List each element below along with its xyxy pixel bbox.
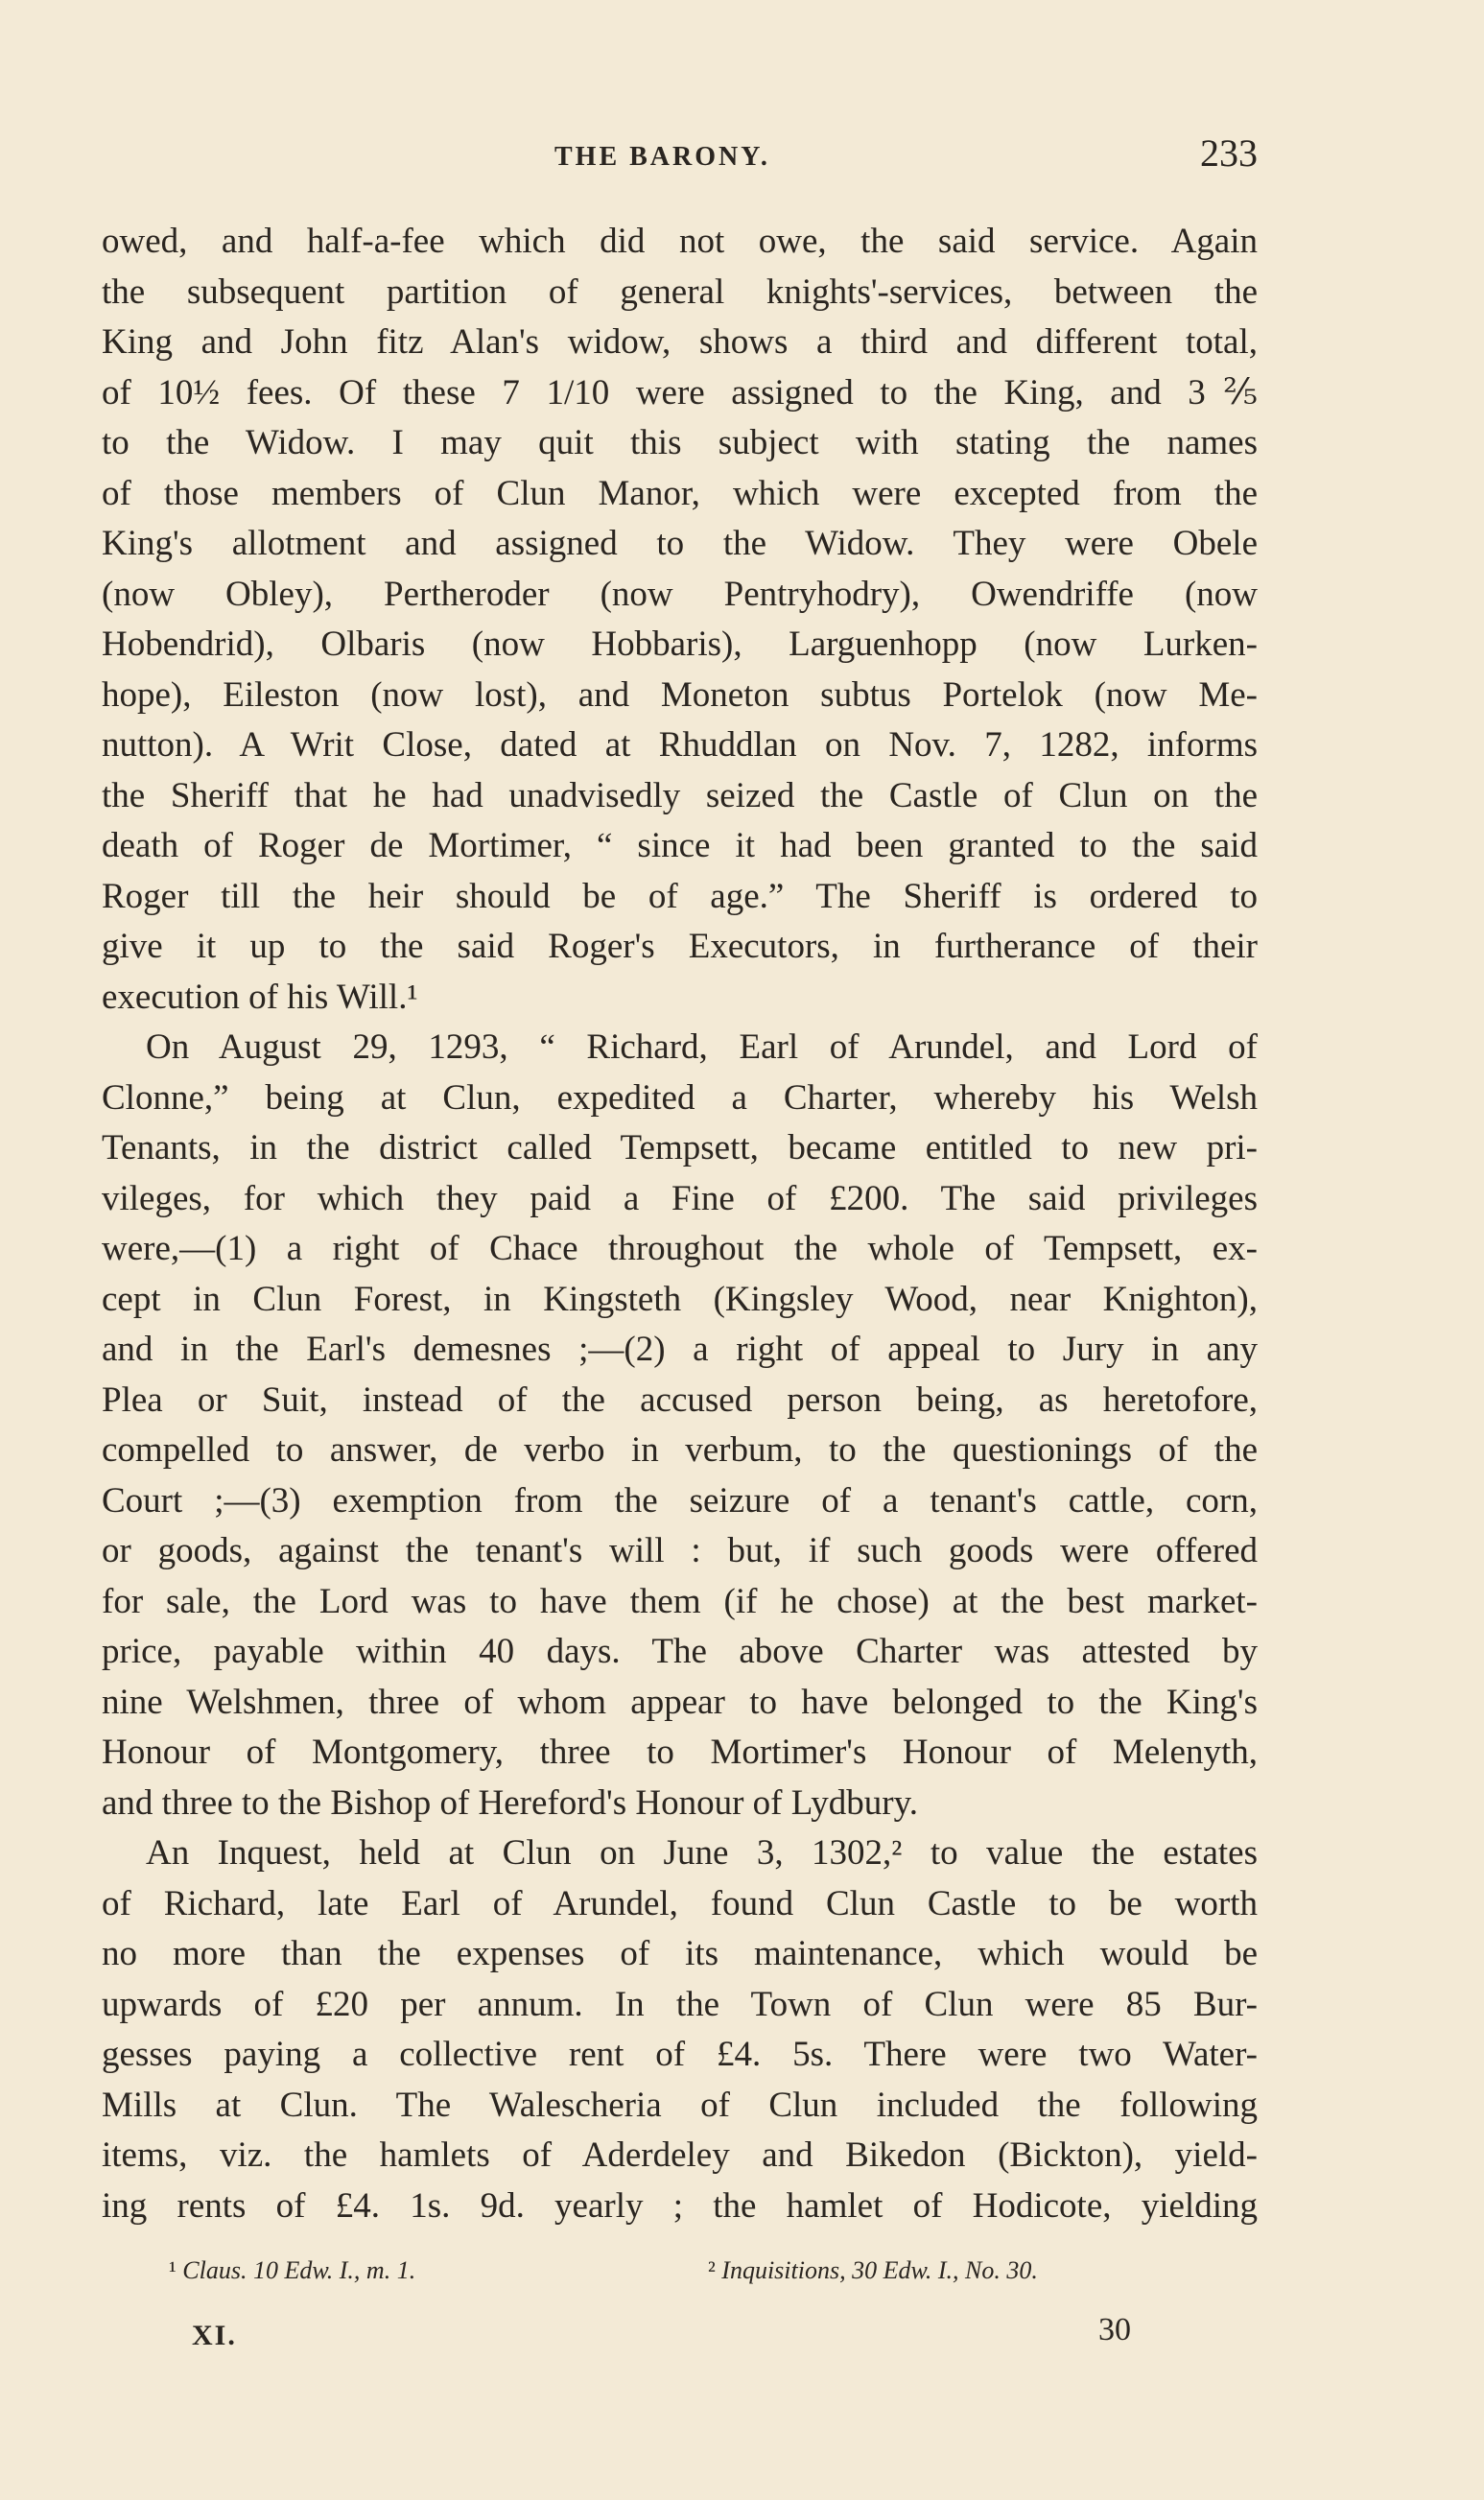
text-line: cept in Clun Forest, in Kingsteth (Kingsley Wood, near Knighton), bbox=[102, 1279, 1258, 1319]
text-line: of Richard, late Earl of Arundel, found Clun Castle to be worth bbox=[102, 1883, 1258, 1923]
text-line: vileges, for which they paid a Fine of £200. The said privileges bbox=[102, 1178, 1258, 1218]
volume-mark: XI. bbox=[192, 2320, 237, 2351]
footnote-marker: ² bbox=[708, 2256, 716, 2284]
text-line: Roger till the heir should be of age.” The Sheriff is ordered to bbox=[102, 876, 1258, 916]
text-line: and in the Earl's demesnes ;—(2) a right of appeal to Jury in any bbox=[102, 1330, 1258, 1369]
running-head: THE BARONY. bbox=[554, 142, 770, 172]
text-line: items, viz. the hamlets of Aderdeley and Bikedon (Bickton), yield- bbox=[102, 2135, 1258, 2175]
text-line: (now Obley), Pertheroder (now Pentryhodry), Owendriffe (now bbox=[102, 574, 1258, 614]
text-line: Honour of Montgomery, three to Mortimer's Honour of Melenyth, bbox=[102, 1733, 1258, 1772]
text-line: owed, and half-a-fee which did not owe, the said service. Again bbox=[102, 222, 1258, 261]
paragraph-1 bbox=[102, 217, 1258, 1023]
text-line: and three to the Bishop of Hereford's Honour of Lydbury. bbox=[102, 1782, 918, 1823]
text-line: execution of his Will.¹ bbox=[102, 977, 418, 1017]
printer-signature bbox=[192, 2310, 1151, 2358]
footnote-2 bbox=[708, 2256, 1038, 2285]
text-line: death of Roger de Mortimer, “ since it had been granted to the said bbox=[102, 826, 1258, 865]
text-line: An Inquest, held at Clun on June 3, 1302,² to value the estates bbox=[146, 1833, 1258, 1873]
text-line: of 10½ fees. Of these 7 1/10 were assigned to the King, and 3⅖ bbox=[102, 372, 1258, 413]
text-line: of those members of Clun Manor, which were excepted from the bbox=[102, 473, 1258, 513]
text-line: Court ;—(3) exemption from the seizure of a tenant's cattle, corn, bbox=[102, 1480, 1258, 1521]
footnote-text: Inquisitions, 30 Edw. I., No. 30. bbox=[721, 2256, 1038, 2284]
footnote-1 bbox=[169, 2256, 415, 2285]
text-line: no more than the expenses of its maintenance, which would be bbox=[102, 1934, 1258, 1973]
text-line: compelled to answer, de verbo in verbum, to the questionings of the bbox=[102, 1430, 1258, 1470]
text-line: nine Welshmen, three of whom appear to have belonged to the King's bbox=[102, 1682, 1258, 1722]
text-line: the subsequent partition of general knights'-services, between the bbox=[102, 271, 1258, 312]
text-line: ing rents of £4. 1s. 9d. yearly ; the hamlet of Hodicote, yielding bbox=[102, 2185, 1258, 2226]
paragraph-2 bbox=[102, 1023, 1258, 1828]
text-line: to the Widow. I may quit this subject with stating the names bbox=[102, 423, 1258, 462]
text-line: gesses paying a collective rent of £4. 5s. There were two Water- bbox=[102, 2035, 1258, 2074]
text-line: price, payable within 40 days. The above Charter was attested by bbox=[102, 1632, 1258, 1671]
footnote-text: Claus. 10 Edw. I., m. 1. bbox=[182, 2256, 416, 2284]
sheet-mark: 30 bbox=[1098, 2312, 1131, 2347]
text-line: upwards of £20 per annum. In the Town of Clun were 85 Bur- bbox=[102, 1984, 1258, 2024]
text-line: King and John fitz Alan's widow, shows a third and different total, bbox=[102, 322, 1258, 362]
text-line: nutton). A Writ Close, dated at Rhuddlan on Nov. 7, 1282, informs bbox=[102, 725, 1258, 765]
text-line: King's allotment and assigned to the Widow. They were Obele bbox=[102, 524, 1258, 563]
text-line: Hobendrid), Olbaris (now Hobbaris), Larguenhopp (now Lurken- bbox=[102, 625, 1258, 664]
page-header bbox=[102, 125, 1258, 182]
body-text bbox=[102, 217, 1258, 2231]
paragraph-3 bbox=[102, 1828, 1258, 2231]
page-number: 233 bbox=[1200, 131, 1258, 175]
footnotes bbox=[169, 2256, 1258, 2295]
text-line: Mills at Clun. The Walescheria of Clun included the following bbox=[102, 2085, 1258, 2125]
text-line: On August 29, 1293, “ Richard, Earl of Arundel, and Lord of bbox=[146, 1027, 1258, 1067]
text-line: for sale, the Lord was to have them (if he chose) at the best market- bbox=[102, 1581, 1258, 1621]
text-line: were,—(1) a right of Chace throughout the whole of Tempsett, ex- bbox=[102, 1229, 1258, 1268]
text-line: hope), Eileston (now lost), and Moneton subtus Portelok (now Me- bbox=[102, 674, 1258, 715]
text-line: give it up to the said Roger's Executors, in furtherance of their bbox=[102, 927, 1258, 966]
text-line: Plea or Suit, instead of the accused person being, as heretofore, bbox=[102, 1380, 1258, 1420]
text-line: Tenants, in the district called Tempsett, became entitled to new pri- bbox=[102, 1128, 1258, 1167]
text-line: Clonne,” being at Clun, expedited a Charter, whereby his Welsh bbox=[102, 1077, 1258, 1118]
text-line: the Sheriff that he had unadvisedly seized the Castle of Clun on the bbox=[102, 775, 1258, 815]
footnote-marker: ¹ bbox=[169, 2256, 177, 2284]
text-line: or goods, against the tenant's will : but, if such goods were offered bbox=[102, 1531, 1258, 1570]
